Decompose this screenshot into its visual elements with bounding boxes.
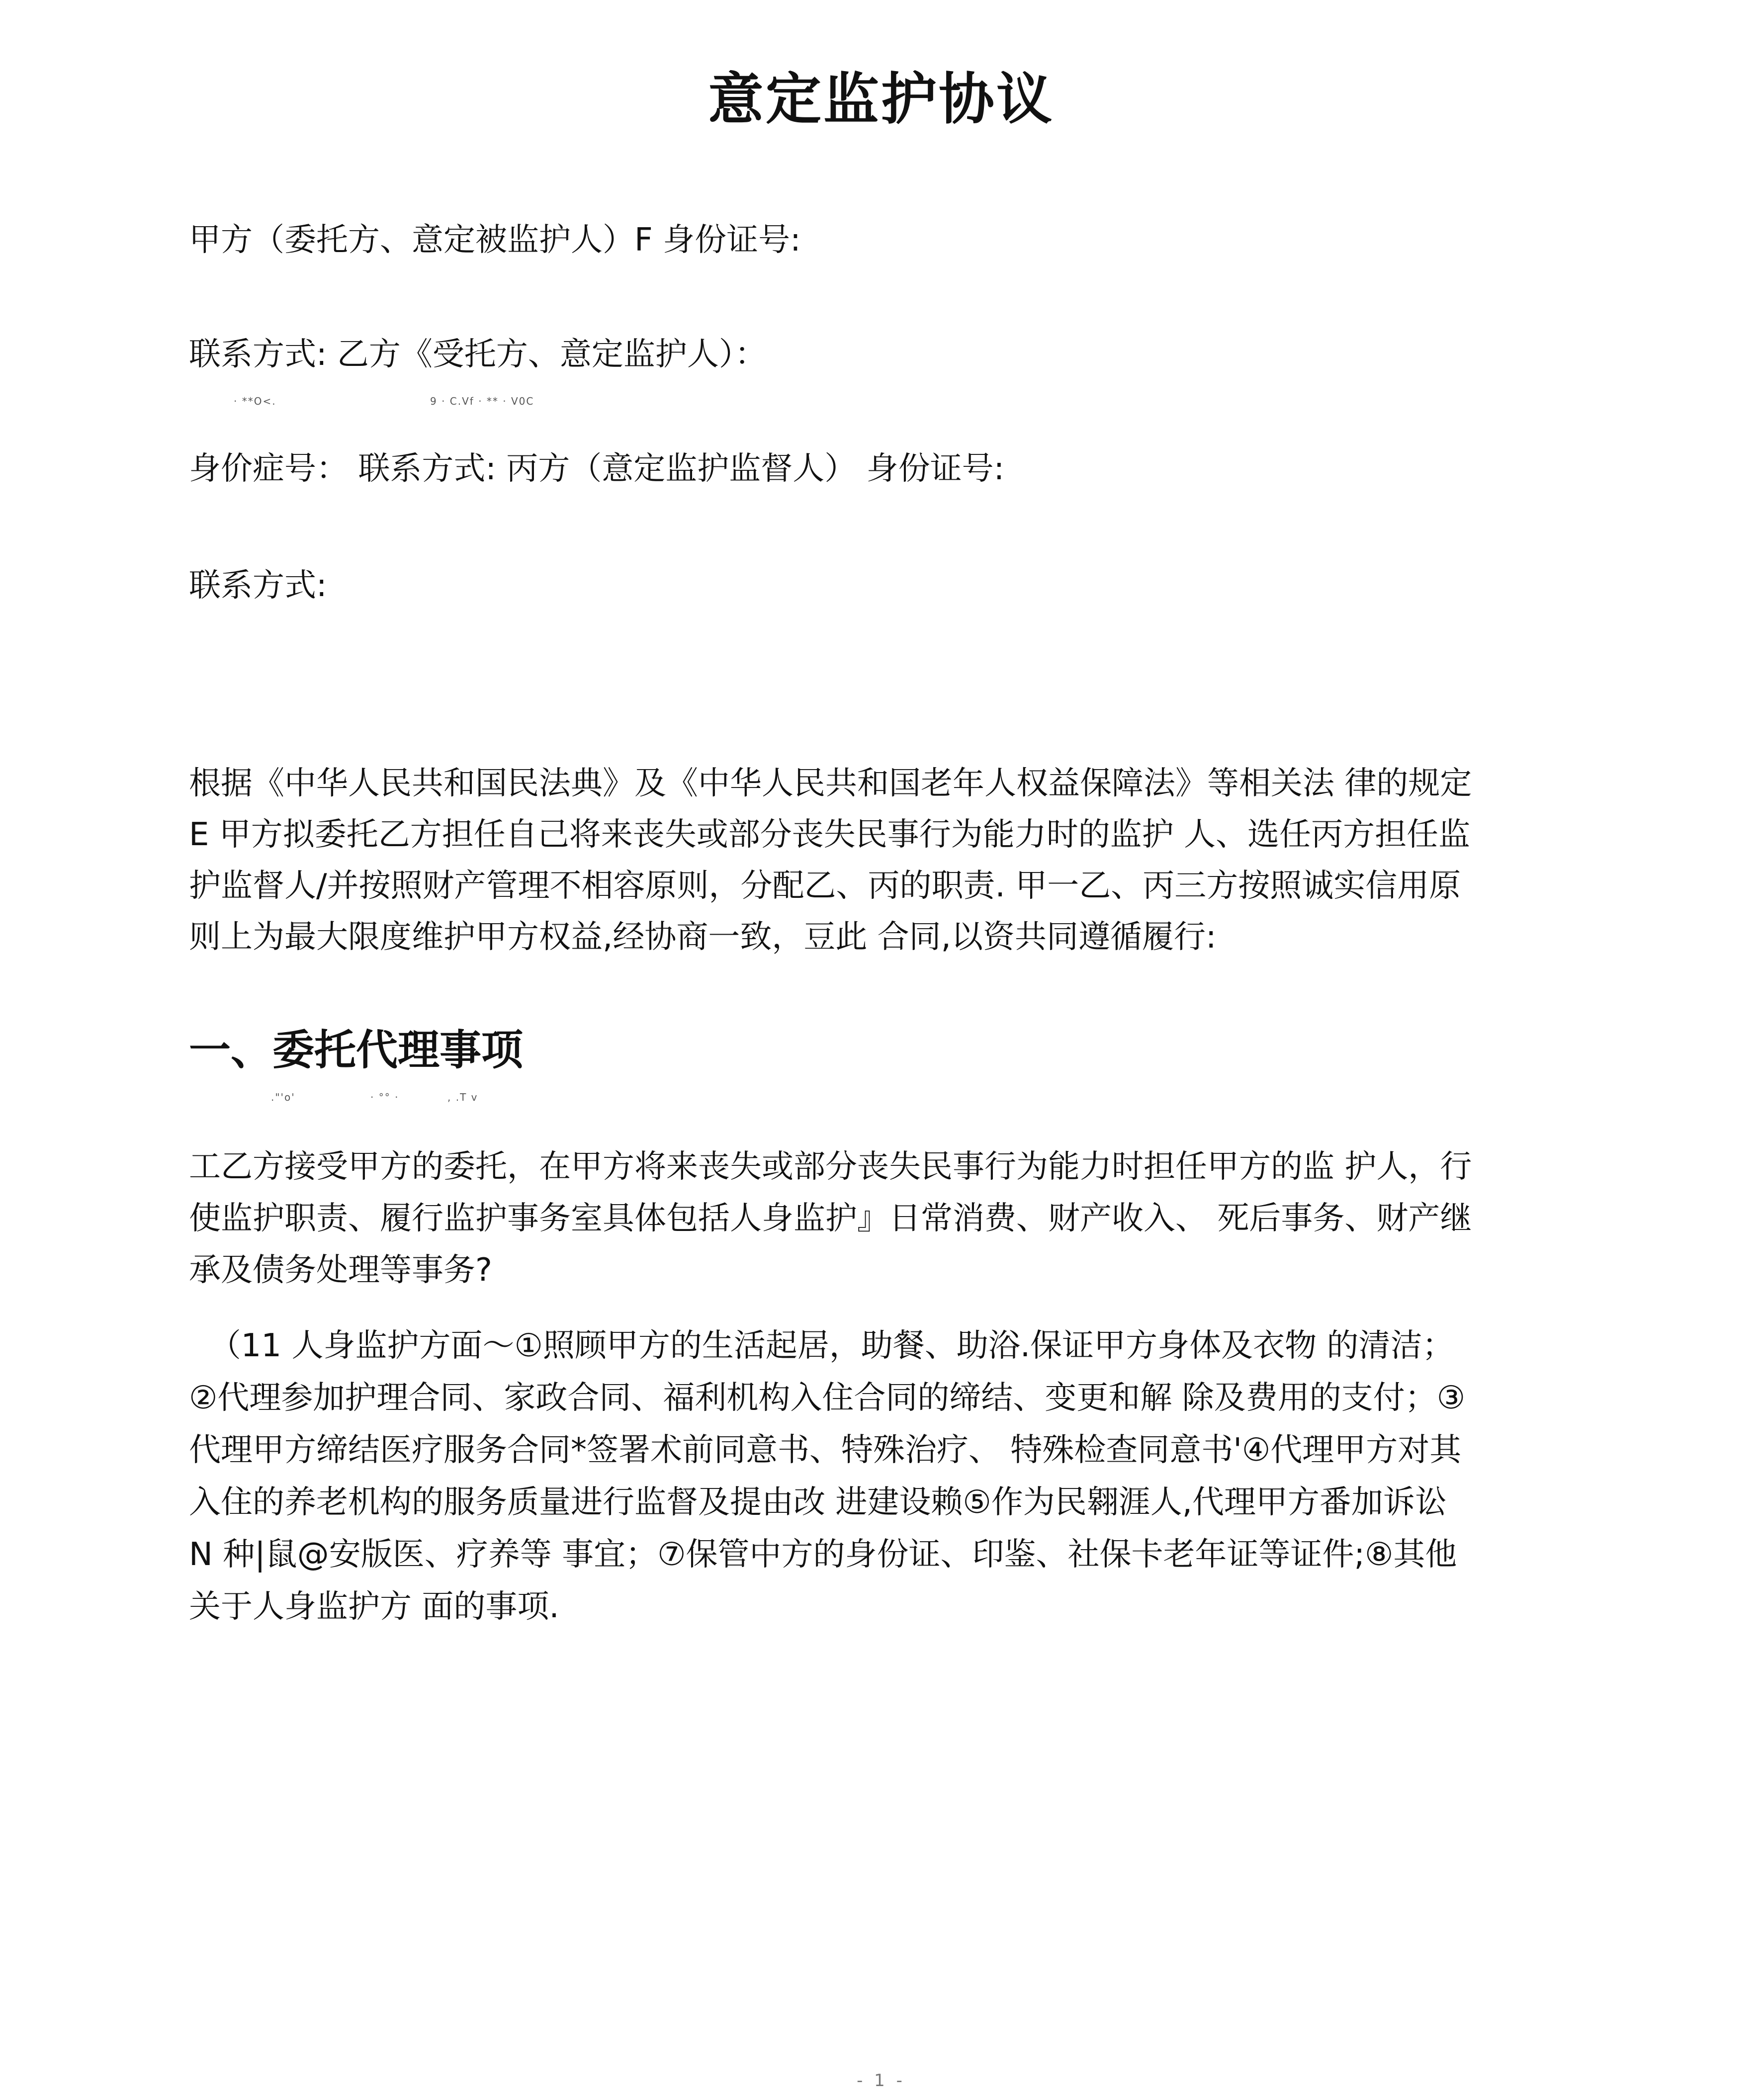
paragraph-line: 根据《中华人民共和国民法典》及《中华人民共和国老年人权益保障法》等相关法 律的规定: [189, 765, 1472, 802]
document-title: 意定监护协议: [708, 67, 1054, 132]
preamble-paragraph: [189, 758, 1586, 963]
id-contact-party-c-line: 身价症号： 联系方式: 丙方（意定监护监督人） 身份证号:: [189, 450, 1005, 487]
contact-line: 联系方式:: [189, 567, 327, 604]
paragraph-line: （11 人身监护方面～①照顾甲方的生活起居，助餐、助浴.保证甲方身体及衣物 的清洁；: [189, 1327, 1454, 1364]
contact-party-b-line: 联系方式: 乙方《受托方、意定监护人）：: [189, 336, 767, 373]
scan-noise-text: 9 · C.Vf · ** · V0C: [430, 395, 534, 407]
scan-noise-text: · **O<.: [234, 395, 276, 407]
paragraph-line: 工乙方接受甲方的委托，在甲方将来丧失或部分丧失民事行为能力时担任甲方的监 护人，行: [189, 1148, 1472, 1185]
paragraph-line: 关于人身监护方 面的事项.: [189, 1588, 559, 1625]
paragraph-line: 入住的养老机构的服务质量进行监督及提由改 进建设赖⑤作为民翱涯人,代理甲方番加诉讼: [189, 1484, 1447, 1521]
paragraph-line: ②代理参加护理合同、家政合同、福利机构入住合同的缔结、变更和解 除及费用的支付；③: [189, 1380, 1466, 1416]
section-heading: 一、委托代理事项: [189, 1026, 524, 1074]
section-intro-paragraph: [189, 1141, 1586, 1296]
page-number: - 1 -: [857, 2071, 905, 2091]
paragraph-line: N 种|鼠@安版医、疗养等 事宜；⑦保管中方的身份证、印鉴、社保卡老年证等证件;⑧其他: [189, 1536, 1457, 1573]
paragraph-line: 则上为最大限度维护甲方权益,经协商一致，豆此 合同,以资共同遵循履行:: [189, 919, 1217, 956]
scan-noise-text: ."'o': [271, 1091, 295, 1103]
paragraph-line: 代理甲方缔结医疗服务合同*签署术前同意书、特殊治疗、 特殊检查同意书'④代理甲方对其: [189, 1432, 1462, 1469]
party-a-line: 甲方（委托方、意定被监护人）F 身份证号:: [189, 222, 801, 259]
paragraph-line: E 甲方拟委托乙方担任自己将来丧失或部分丧失民事行为能力时的监护 人、选任丙方担任监: [189, 816, 1471, 853]
scan-noise-text: , .T v: [447, 1091, 478, 1103]
paragraph-line: 使监护职责、履行监护事务室具体包括人身监护』日常消费、财产收入、 死后事务、财产继: [189, 1200, 1472, 1237]
paragraph-line: 护监督人/并按照财产管理不相容原则，分配乙、丙的职责. 甲一乙、丙三方按照诚实信用原: [189, 868, 1461, 904]
scan-noise-text: · °° ·: [370, 1091, 399, 1103]
personal-guardianship-paragraph: [189, 1320, 1586, 1633]
paragraph-line: 承及债务处理等事务?: [189, 1252, 492, 1289]
